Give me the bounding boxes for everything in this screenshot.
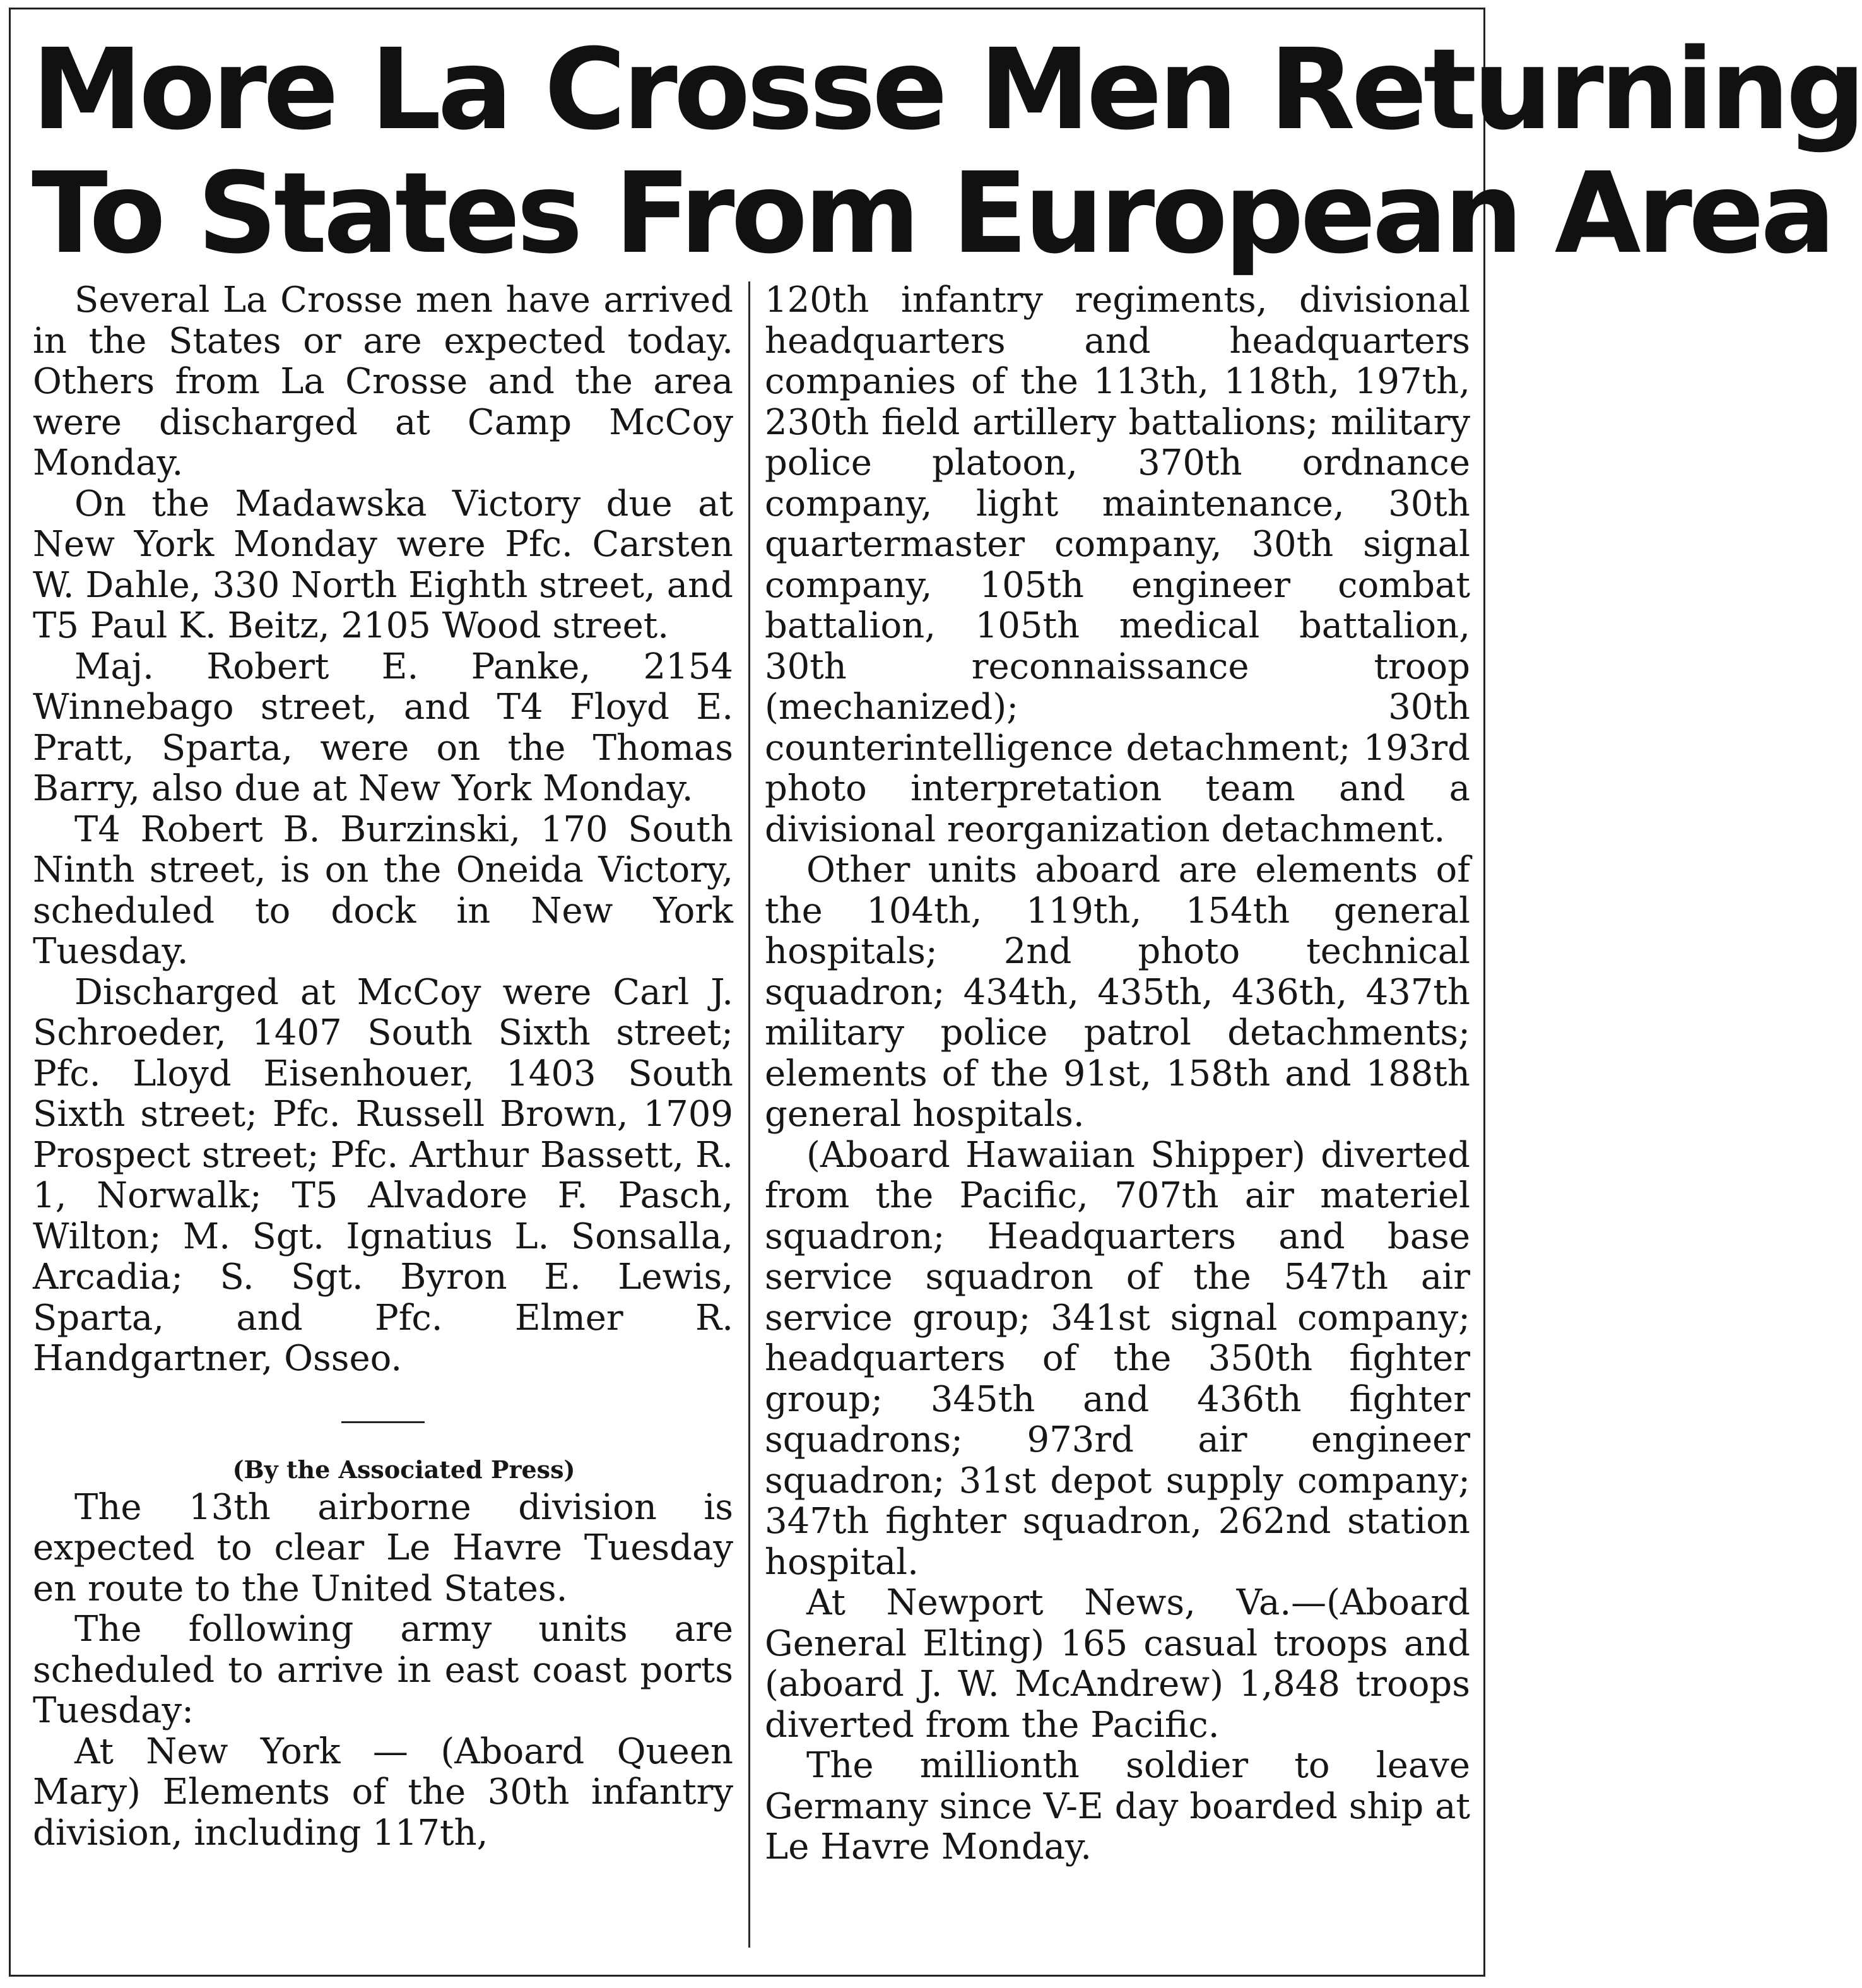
article-paragraph: Maj. Robert E. Panke, 2154 Winnebago street, and T4 Floyd E. Pratt, Sparta, were on the Thomas Barry, also due at New York Monday. <box>33 646 733 809</box>
article-paragraph: The following army units are scheduled to arrive in east coast ports Tuesday: <box>33 1609 733 1731</box>
article-paragraph: T4 Robert B. Burzinski, 170 South Ninth street, is on the Oneida Victory, scheduled to dock in New York Tuesday. <box>33 808 733 972</box>
article-paragraph: Discharged at McCoy were Carl J. Schroeder, 1407 South Sixth street; Pfc. Lloyd Eisenhouer, 1403 South Sixth street; Pfc. Russell Brown, 1709 Prospect street; Pfc. Arthur Bassett, R. 1, Norwalk; T5 Alvadore F. Pasch, Wilton; M. Sgt. Ignatius L. Sonsalla, Arcadia; S. Sgt. Byron E. Lewis, Sparta, and Pfc. Elmer R. Handgartner, Osseo. <box>33 971 733 1379</box>
article-paragraph: At Newport News, Va.—(Aboard General Elting) 165 casual troops and (aboard J. W. McAndrew) 1,848 troops diverted from the Pacific. <box>765 1582 1470 1746</box>
article-paragraph: On the Madawska Victory due at New York Monday were Pfc. Carsten W. Dahle, 330 North Eighth street, and T5 Paul K. Beitz, 2105 Wood street. <box>33 483 733 646</box>
headline <box>32 25 1862 278</box>
section-divider <box>341 1421 425 1423</box>
right-column <box>765 280 1470 1946</box>
article-paragraph: At New York — (Aboard Queen Mary) Elements of the 30th infantry division, including 117th, <box>33 1731 733 1854</box>
column-divider <box>748 281 750 1948</box>
article-paragraph: Several La Crosse men have arrived in the States or are expected today. Others from La Crosse and the area were discharged at Camp McCoy Monday. <box>33 280 733 483</box>
article-paragraph: The millionth soldier to leave Germany since V-E day boarded ship at Le Havre Monday. <box>765 1745 1470 1867</box>
headline-line-1: More La Crosse Men Returning <box>32 25 1862 155</box>
left-column <box>33 280 733 1946</box>
wire-credit: (By the Associated Press) <box>232 1455 575 1484</box>
article-paragraph: (Aboard Hawaiian Shipper) diverted from the Pacific, 707th air materiel squadron; Headquarters and base service squadron of the 547th air service group; 341st signal company; headquarters of the 350th fighter group; 345th and 436th fighter squadrons; 973rd air engineer squadron; 31st depot supply company; 347th fighter squadron, 262nd station hospital. <box>765 1134 1470 1583</box>
article-paragraph: The 13th airborne division is expected to clear Le Havre Tuesday en route to the United States. <box>33 1486 733 1609</box>
headline-line-2: To States From European Area <box>32 148 1832 278</box>
article-paragraph: Other units aboard are elements of the 104th, 119th, 154th general hospitals; 2nd photo technical squadron; 434th, 435th, 436th, 437th military police patrol detachments; elements of the 91st, 158th and 188th general hospitals. <box>765 849 1470 1135</box>
article-paragraph: 120th infantry regiments, divisional headquarters and headquarters companies of the 113th, 118th, 197th, 230th field artillery battalions; military police platoon, 370th ordnance company, light maintenance, 30th quartermaster company, 30th signal company, 105th engineer combat battalion, 105th medical battalion, 30th reconnaissance troop (mechanized); 30th counterintelligence detachment; 193rd photo interpretation team and a divisional reorganization detachment. <box>765 280 1470 850</box>
